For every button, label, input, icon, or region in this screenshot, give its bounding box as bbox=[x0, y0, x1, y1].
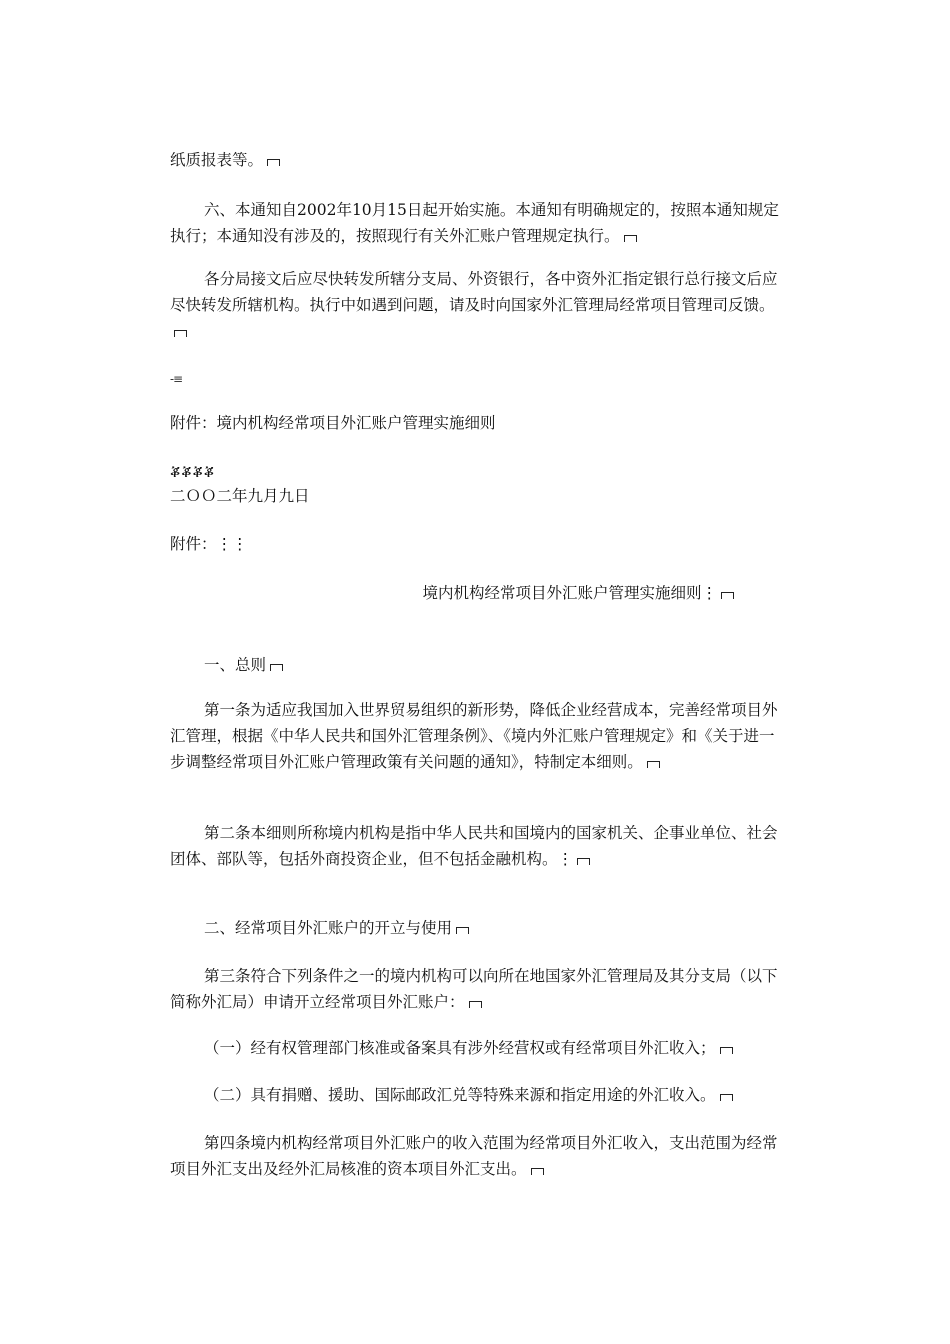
title-text: 境内机构经常项目外汇账户管理实施细则⋮ bbox=[422, 584, 717, 602]
paragraph-mark-icon bbox=[577, 858, 590, 865]
section-general bbox=[170, 652, 782, 678]
paragraph-mark-icon bbox=[267, 159, 280, 166]
paragraph-mark-icon bbox=[531, 1168, 544, 1175]
section-heading: 二、经常项目外汇账户的开立与使用 bbox=[204, 919, 453, 937]
paragraph-text: 第二条本细则所称境内机构是指中华人民共和国境内的国家机关、企事业单位、社会团体、部队等，包括外商投资企业，但不包括金融机构。⋮ bbox=[170, 824, 778, 868]
paragraph-text: 各分局接文后应尽快转发所辖分支局、外资银行，各中资外汇指定银行总行接文后应尽快转发所辖机构。执行中如遇到问题，请及时向国家外汇管理局经常项目管理司反馈。 bbox=[170, 270, 778, 314]
paragraph-text: 第一条为适应我国加入世界贸易组织的新形势，降低企业经营成本，完善经常项目外汇管理，根据《中华人民共和国外汇管理条例》、《境内外汇账户管理规定》和《关于进一步调整经常项目外汇账户管理政策有关问题的通知》，特制定本细则。 bbox=[170, 701, 778, 771]
paragraph-mark-icon bbox=[469, 1001, 482, 1008]
document-date: 二ＯＯ二年九月九日 bbox=[170, 487, 310, 505]
paragraph-mark-icon bbox=[270, 664, 283, 671]
list-item-one bbox=[170, 1035, 782, 1061]
article-one bbox=[170, 697, 782, 775]
section-heading: 一、总则 bbox=[204, 656, 267, 674]
section-accounts bbox=[170, 915, 782, 941]
attachment-label: 附件：⋮⋮ bbox=[170, 535, 248, 553]
paragraph-text: 六、本通知自2002年10月15日起开始实施。本通知有明确规定的，按照本通知规定执行；本通知没有涉及的，按照现行有关外汇账户管理规定执行。 bbox=[170, 201, 779, 245]
paragraph-text: 纸质报表等。 bbox=[170, 151, 264, 169]
paragraph-text: 第四条境内机构经常项目外汇账户的收入范围为经常项目外汇收入，支出范围为经常项目外汇支出及经外汇局核准的资本项目外汇支出。 bbox=[170, 1134, 778, 1178]
paragraph-mark-icon bbox=[721, 592, 734, 599]
decorative-glyphs: ቖቖቖቖ bbox=[170, 463, 215, 481]
small-symbol: -≡ bbox=[170, 372, 183, 386]
paragraph-mark-icon bbox=[174, 330, 187, 337]
list-item-two bbox=[170, 1082, 782, 1108]
article-two bbox=[170, 820, 782, 872]
article-four bbox=[170, 1130, 782, 1182]
paragraph-mark-icon bbox=[456, 927, 469, 934]
attachment-line: 附件：境内机构经常项目外汇账户管理实施细则 bbox=[170, 414, 496, 432]
paragraph-mark-icon bbox=[720, 1047, 733, 1054]
paragraph-mark-icon bbox=[720, 1094, 733, 1101]
paragraph-text: （二）具有捐赠、援助、国际邮政汇兑等特殊来源和指定用途的外汇收入。 bbox=[204, 1086, 716, 1104]
paragraph-mark-icon bbox=[647, 761, 660, 768]
paragraph-article-six bbox=[170, 197, 782, 249]
paragraph-text: 第三条符合下列条件之一的境内机构可以向所在地国家外汇管理局及其分支局（以下简称外汇局）申请开立经常项目外汇账户： bbox=[170, 967, 778, 1011]
attachment-title bbox=[170, 580, 782, 606]
article-three bbox=[170, 963, 782, 1015]
paragraph-mark-icon bbox=[624, 235, 637, 242]
paragraph-branch-instructions bbox=[170, 266, 782, 344]
paragraph-text: （一）经有权管理部门核准或备案具有涉外经营权或有经常项目外汇收入； bbox=[204, 1039, 716, 1057]
paragraph-report-forms bbox=[170, 147, 782, 173]
